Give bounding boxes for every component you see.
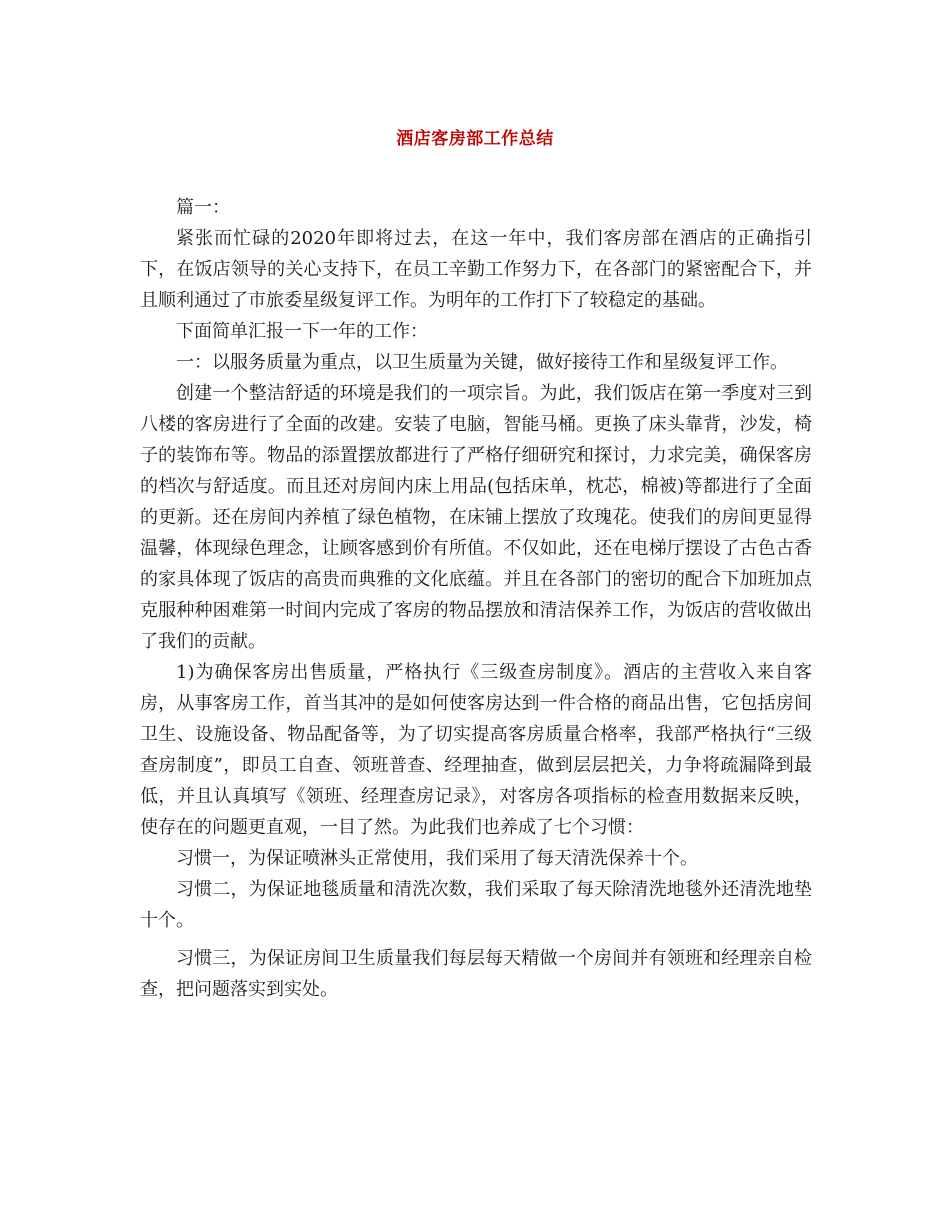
paragraph-habit-one: 习惯一，为保证喷淋头正常使用，我们采用了每天清洗保养十个。 <box>176 848 698 869</box>
paragraph-renovation: 创建一个整洁舒适的环境是我们的一项宗旨。为此，我们饭店在第一季度对三到八楼的客房进行了全面的改建。安装了电脑，智能马桶。更换了床头靠背，沙发，椅子的装饰布等。物品的添置摆放都进行了严格仔细研究和探讨，力求完美，确保客房的档次与舒适度。而且还对房间内床上用品(包括床单，枕芯，棉被)等都进行了全面的更新。还在房间内养植了绿色植物，在床铺上摆放了玫瑰花。使我们的房间更显得温馨，体现绿色理念，让顾客感到价有所值。不仅如此，还在电梯厅摆设了古色古香的家具体现了饭店的高贵而典雅的文化底蕴。并且在各部门的密切的配合下加班加点克服种种困难第一时间内完成了客房的物品摆放和清洁保养工作，为饭店的营收做出了我们的贡献。 <box>140 383 812 652</box>
paragraph-inspection: 1)为确保客房出售质量，严格执行《三级查房制度》。酒店的主营收入来自客房，从事客房工作，首当其冲的是如何使客房达到一件合格的商品出售，它包括房间卫生、设施设备、物品配备等，为了切实提高客房质量合格率，我部严格执行“三级查房制度”，即员工自查、领班普查、经理抽查，做到层层把关，力争将疏漏降到最低，并且认真填写《领班、经理查房记录》，对客房各项指标的检查用数据来反映，使存在的问题更直观，一目了然。为此我们也养成了七个习惯： <box>140 662 812 838</box>
paragraph-habit-two: 习惯二，为保证地毯质量和清洗次数，我们采取了每天除清洗地毯外还清洗地垫十个。 <box>140 879 812 931</box>
paragraph-intro: 紧张而忙碌的2020年即将过去，在这一年中，我们客房部在酒店的正确指引下，在饭店领导的关心支持下，在员工辛勤工作努力下，在各部门的紧密配合下，并且顺利通过了市旅委星级复评工作。为明年的工作打下了较稳定的基础。 <box>140 228 812 311</box>
document-body <box>140 192 812 1005</box>
document-title: 酒店客房部工作总结 <box>396 129 554 149</box>
paragraph-report-lead: 下面简单汇报一下一年的工作： <box>176 321 428 342</box>
section-heading: 篇一： <box>176 197 230 218</box>
paragraph-point-one: 一：以服务质量为重点，以卫生质量为关键，做好接待工作和星级复评工作。 <box>176 352 788 373</box>
paragraph-habit-three: 习惯三，为保证房间卫生质量我们每层每天精做一个房间并有领班和经理亲自检查，把问题落实到实处。 <box>140 948 812 1000</box>
